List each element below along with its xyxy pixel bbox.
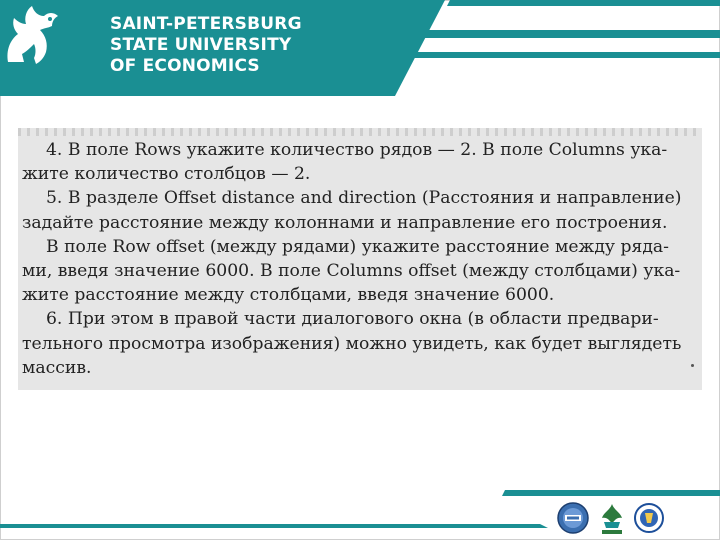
griffin-logo-icon [0,0,60,68]
emblem-left-icon [556,502,590,534]
text-line: тельного просмотра изображения) можно увидеть, как будет выглядеть [22,333,682,354]
scan-cropped-top-line [18,128,702,136]
text-line: массив. [22,357,92,378]
university-name-line2: STATE UNIVERSITY [110,35,292,55]
scanned-text-block [18,128,702,390]
text-line: жите расстояние между столбцами, введя значение 6000. [22,285,555,306]
instruction-text [22,138,698,380]
finec-logo-icon [598,502,626,536]
header-banner [0,0,720,96]
university-name [110,14,302,77]
text-line: ми, введя значение 6000. В поле Columns offset (между столбцами) ука- [22,261,681,282]
university-name-line3: OF ECONOMICS [110,56,260,76]
header-shape [0,0,720,96]
text-line: 4. В поле Rows укажите количество рядов — 2. В поле Columns ука- [46,140,668,160]
text-line: 6. При этом в правой части диалогового окна (в области предвари- [46,309,659,330]
text-line: В поле Row offset (между рядами) укажите расстояние между ряда- [46,236,669,257]
text-line: жите количество столбцов — 2. [22,164,311,185]
scan-speck [691,364,694,367]
emblem-right-icon [634,502,664,534]
text-line: задайте расстояние между колоннами и направление его построения. [22,212,668,233]
text-line: 5. В разделе Offset distance and direction (Расстояния и направление) [46,188,682,209]
university-name-line1: SAINT-PETERSBURG [110,14,302,34]
